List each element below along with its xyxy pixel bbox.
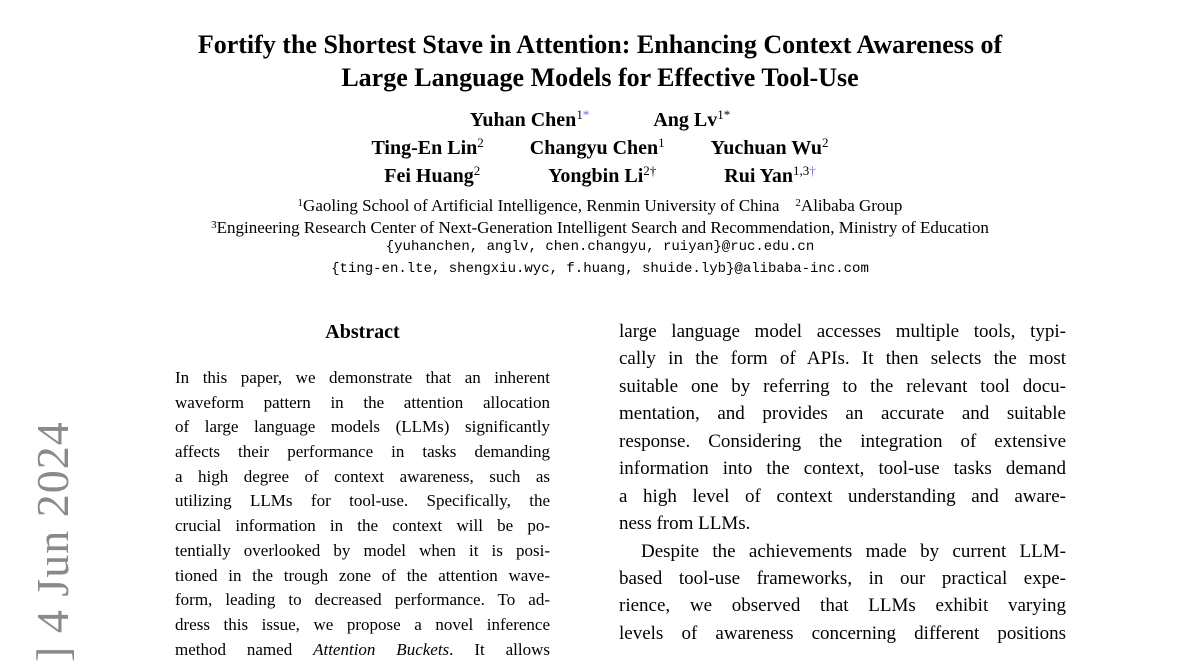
affiliation-alibaba: $^2$Alibaba Group <box>795 196 903 215</box>
body-line-paragraph-start: Despite the achievements made by current LLM- <box>641 540 1066 562</box>
author-row-1 <box>0 107 1200 135</box>
body-line: based tool-use frameworks, in our practical expe- <box>619 567 1066 589</box>
affiliation-line-1 <box>0 192 1200 214</box>
author-rui-yan: Rui Yan$^{1,3\dagger}$ <box>724 163 816 187</box>
body-line: levels of awareness concerning different positions <box>619 622 1066 644</box>
footnote-mark-link[interactable]: † <box>809 163 816 178</box>
author-affil-sup: 2 <box>822 135 829 150</box>
abstract-line: form, leading to decreased performance. To ad- <box>175 590 550 610</box>
author-affil-sup: 1 <box>576 107 583 122</box>
abstract-line: waveform pattern in the attention allocation <box>175 392 550 412</box>
intro-column <box>619 318 1066 647</box>
author-ang-lv: Ang $Lv^{1*}$ <box>653 107 731 131</box>
abstract-line: dress this issue, we propose a novel inference <box>175 614 550 634</box>
author-affil-sup: 2 <box>477 135 484 150</box>
author-fei-huang: Fei Huang$^2$ <box>384 163 481 187</box>
author-row-2 <box>0 135 1200 163</box>
author-ting-en-lin: Ting-En Lin$^2$ <box>371 135 484 159</box>
footnote-mark: † <box>649 163 657 178</box>
email-line-alibaba: {ting-en.lte, shengxiu.wyc, f.huang, shuide.lyb}@alibaba-inc.com <box>331 261 869 277</box>
body-line: rience, we observed that LLMs exhibit varying <box>619 595 1066 617</box>
author-yongbin-li: Yongbin $Li^{2\dagger}$ <box>548 163 657 187</box>
author-yuhan-chen: Yuhan Chen$^{1*}$ <box>469 107 590 131</box>
abstract-line: In this paper, we demonstrate that an inherent <box>175 368 550 387</box>
author-affil-sup: 1 <box>717 107 724 122</box>
body-line: cally in the form of APIs. It then selects the most <box>619 348 1066 370</box>
abstract-line: a high degree of context awareness, such as <box>175 466 550 486</box>
abstract-line: tioned in the trough zone of the attention wave- <box>175 565 550 585</box>
body-line: large language model accesses multiple tools, typi- <box>619 321 1066 342</box>
abstract-line: utilizing LLMs for tool-use. Specifically, the <box>175 491 550 511</box>
abstract-line: method named Attention Buckets. It allows <box>175 639 550 659</box>
arxiv-date-stamp: ] 4 Jun 2024 <box>27 421 78 662</box>
author-affil-sup: 1,3 <box>793 163 810 178</box>
affiliation-block <box>0 192 1200 236</box>
abstract-column <box>175 322 550 662</box>
body-line: mentation, and provides an accurate and suitable <box>619 403 1066 425</box>
author-block <box>0 107 1200 191</box>
affiliation-ruc: $^1$Gaoling School of Artificial Intelligence, Renmin University of China <box>297 196 780 215</box>
paper-title-line2: Large Language Models for Effective Tool-Use <box>341 63 859 92</box>
body-line: suitable one by referring to the relevant tool docu- <box>619 375 1066 397</box>
footnote-mark-link[interactable]: * <box>582 107 590 122</box>
footnote-mark: * <box>723 107 731 122</box>
author-affil-sup: 2 <box>473 163 481 178</box>
body-line: information into the context, tool-use tasks demand <box>619 458 1066 480</box>
author-affil-sup: 1 <box>658 135 665 150</box>
abstract-line: of large language models (LLMs) significantly <box>175 417 550 437</box>
body-line: ness from LLMs. <box>619 513 751 535</box>
author-row-3 <box>0 163 1200 191</box>
author-affil-sup: 2 <box>643 163 650 178</box>
paper-title <box>0 28 1200 94</box>
author-changyu-chen: Changyu Chen$^1$ <box>529 135 665 159</box>
author-yuchuan-wu: Yuchuan Wu$^2$ <box>710 135 829 159</box>
affiliation-line-2 <box>0 214 1200 236</box>
affiliation-engineering-center: $^3$Engineering Research Center of Next-Generation Intelligent Search and Recommendation, Ministry of Education <box>211 218 989 237</box>
email-line-ruc: {yuhanchen, anglv, chen.changyu, ruiyan}@ruc.edu.cn <box>385 239 815 255</box>
body-line: a high level of context understanding and aware- <box>619 485 1066 507</box>
paper-title-line1: Fortify the Shortest Stave in Attention: Enhancing Context Awareness of <box>197 30 1003 59</box>
email-block <box>0 236 1200 280</box>
method-name-italic: Attention Buckets <box>313 639 450 659</box>
abstract-line: tentially overlooked by model when it is posi- <box>175 540 550 560</box>
abstract-heading: Abstract <box>325 321 400 343</box>
abstract-line: affects their performance in tasks demanding <box>175 442 550 462</box>
abstract-line: crucial information in the context will be po- <box>175 516 550 536</box>
body-line: response. Considering the integration of extensive <box>619 430 1066 452</box>
